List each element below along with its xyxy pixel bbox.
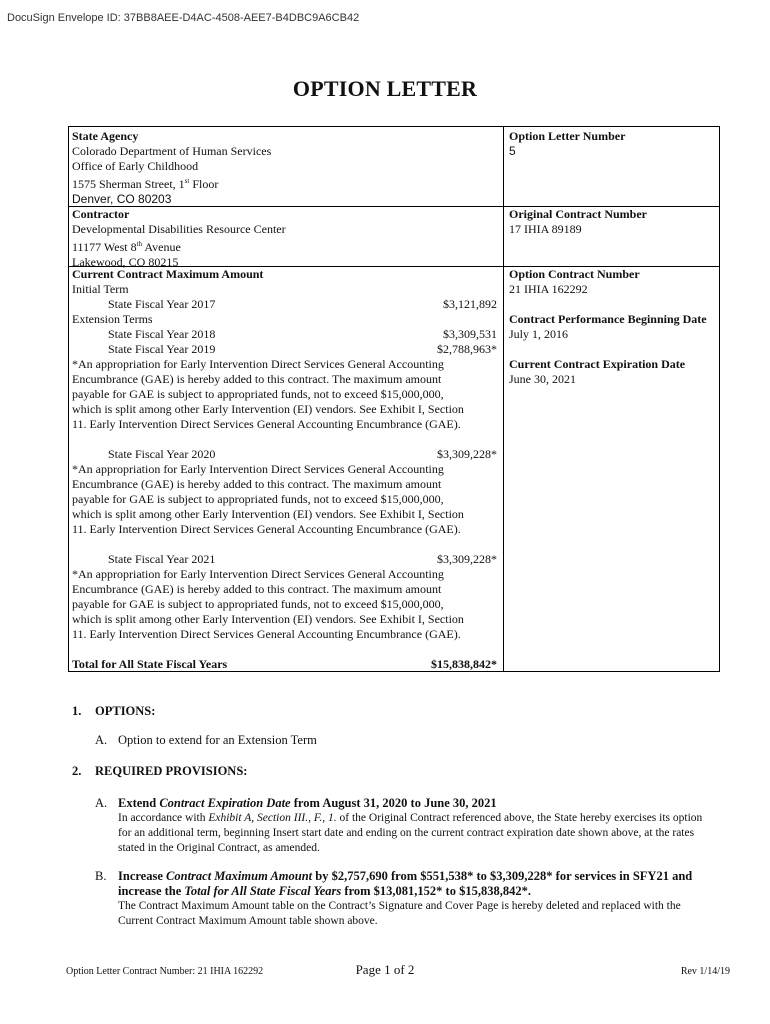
agency-street: 1575 Sherman Street, 1st Floor [72,177,219,191]
performance-begin-label: Contract Performance Beginning Date [509,312,707,326]
envelope-id: DocuSign Envelope ID: 37BB8AEE-D4AC-4508-AEE7-B4DBC9A6CB42 [7,12,360,24]
expiration-label: Current Contract Expiration Date [509,357,686,371]
section2-title: REQUIRED PROVISIONS: [95,764,248,778]
original-contract-value: 17 IHIA 89189 [509,222,582,236]
section1-title: OPTIONS: [95,704,156,718]
performance-begin-value: July 1, 2016 [509,327,569,341]
sfy2018-row: State Fiscal Year 2018 $3,309,531 [108,327,497,341]
footer-revision: Rev 1/14/19 [680,966,730,977]
contractor-label: Contractor [72,207,130,221]
total-row: Total for All State Fiscal Years $15,838,842* [72,657,497,671]
state-agency-label: State Agency [72,129,139,143]
footer-contract-number: Option Letter Contract Number: 21 IHIA 162292 [66,966,264,977]
extension-terms-label: Extension Terms [72,312,153,326]
option-letter-number-label: Option Letter Number [509,129,626,143]
section2-number: 2. [72,764,82,778]
contractor-cell [72,207,497,270]
agency-city: Denver, CO 80203 [72,192,172,206]
sfy2017-row: State Fiscal Year 2017 $3,121,892 [108,297,497,311]
contractor-city: Lakewood, CO 80215 [72,255,179,269]
section2-b-body [118,869,708,929]
original-contract-cell [509,207,719,237]
section2-a-text: In accordance with Exhibit A, Section III., F., 1. of the Original Contract referenced above, the State hereby exercises its option for an additional term, beginning Insert start date and ending on the current contract expiration date shown above, at the rates stated in the Original Contract, as amended. [118,812,703,854]
gae-note: *An appropriation for Early Intervention Direct Services General Accounting Encumbrance (GAE) is hereby added to this contract. The maximum amount payable for GAE is subject to appropriated funds, not to exceed $15,000,000, which is split among other Early Intervention (EI) vendors. See Exhibit I, Section 11. Early Intervention Direct Services General Accounting Encumbrance (GAE). [72,462,464,536]
original-contract-label: Original Contract Number [509,207,647,221]
agency-office: Office of Early Childhood [72,159,199,173]
max-amount-cell [72,267,497,672]
footer-page-number: Page 1 of 2 [355,962,415,977]
page-title: OPTION LETTER [292,76,478,101]
expiration-value: June 30, 2021 [509,372,576,386]
initial-term-label: Initial Term [72,282,129,296]
section1-a-letter: A. [95,733,108,747]
section1-number: 1. [72,704,82,718]
option-letter-number-cell [509,129,719,159]
section2-a-body [118,796,708,856]
contract-info-table [68,126,720,672]
contractor-street: 11177 West 8th Avenue [72,240,181,254]
gae-note: *An appropriation for Early Intervention Direct Services General Accounting Encumbrance (GAE) is hereby added to this contract. The maximum amount payable for GAE is subject to appropriated funds, not to exceed $15,000,000, which is split among other Early Intervention (EI) vendors. See Exhibit I, Section 11. Early Intervention Direct Services General Accounting Encumbrance (GAE). [72,357,464,431]
state-agency-cell [72,129,497,207]
section2-a-letter: A. [95,796,108,810]
option-contract-value: 21 IHIA 162292 [509,282,588,296]
section2-b-letter: B. [95,869,107,883]
option-letter-number-value: 5 [509,144,516,158]
gae-note: *An appropriation for Early Intervention Direct Services General Accounting Encumbrance (GAE) is hereby added to this contract. The maximum amount payable for GAE is subject to appropriated funds, not to exceed $15,000,000, which is split among other Early Intervention (EI) vendors. See Exhibit I, Section 11. Early Intervention Direct Services General Accounting Encumbrance (GAE). [72,567,464,641]
sfy2021-row: State Fiscal Year 2021 $3,309,228* [108,552,497,566]
section2-a-heading: Extend Contract Expiration Date from August 31, 2020 to June 30, 2021 [118,796,497,810]
sfy2019-row: State Fiscal Year 2019 $2,788,963* [108,342,497,356]
sfy2020-row: State Fiscal Year 2020 $3,309,228* [108,447,497,461]
contract-dates-cell [509,267,719,387]
option-contract-label: Option Contract Number [509,267,640,281]
max-amount-label: Current Contract Maximum Amount [72,267,264,281]
section2-b-heading: Increase Contract Maximum Amount by $2,757,690 from $551,538* to $3,309,228* for services in SFY21 and increase the Total for All State Fiscal Years from $13,081,152* to $15,838,842*. [118,869,693,898]
section1-a-text: Option to extend for an Extension Term [118,733,317,747]
contractor-name: Developmental Disabilities Resource Center [72,222,286,236]
section2-b-text: The Contract Maximum Amount table on the Contract’s Signature and Cover Page is hereby deleted and replaced with the Current Contract Maximum Amount table shown above. [118,900,681,927]
agency-name: Colorado Department of Human Services [72,144,272,158]
